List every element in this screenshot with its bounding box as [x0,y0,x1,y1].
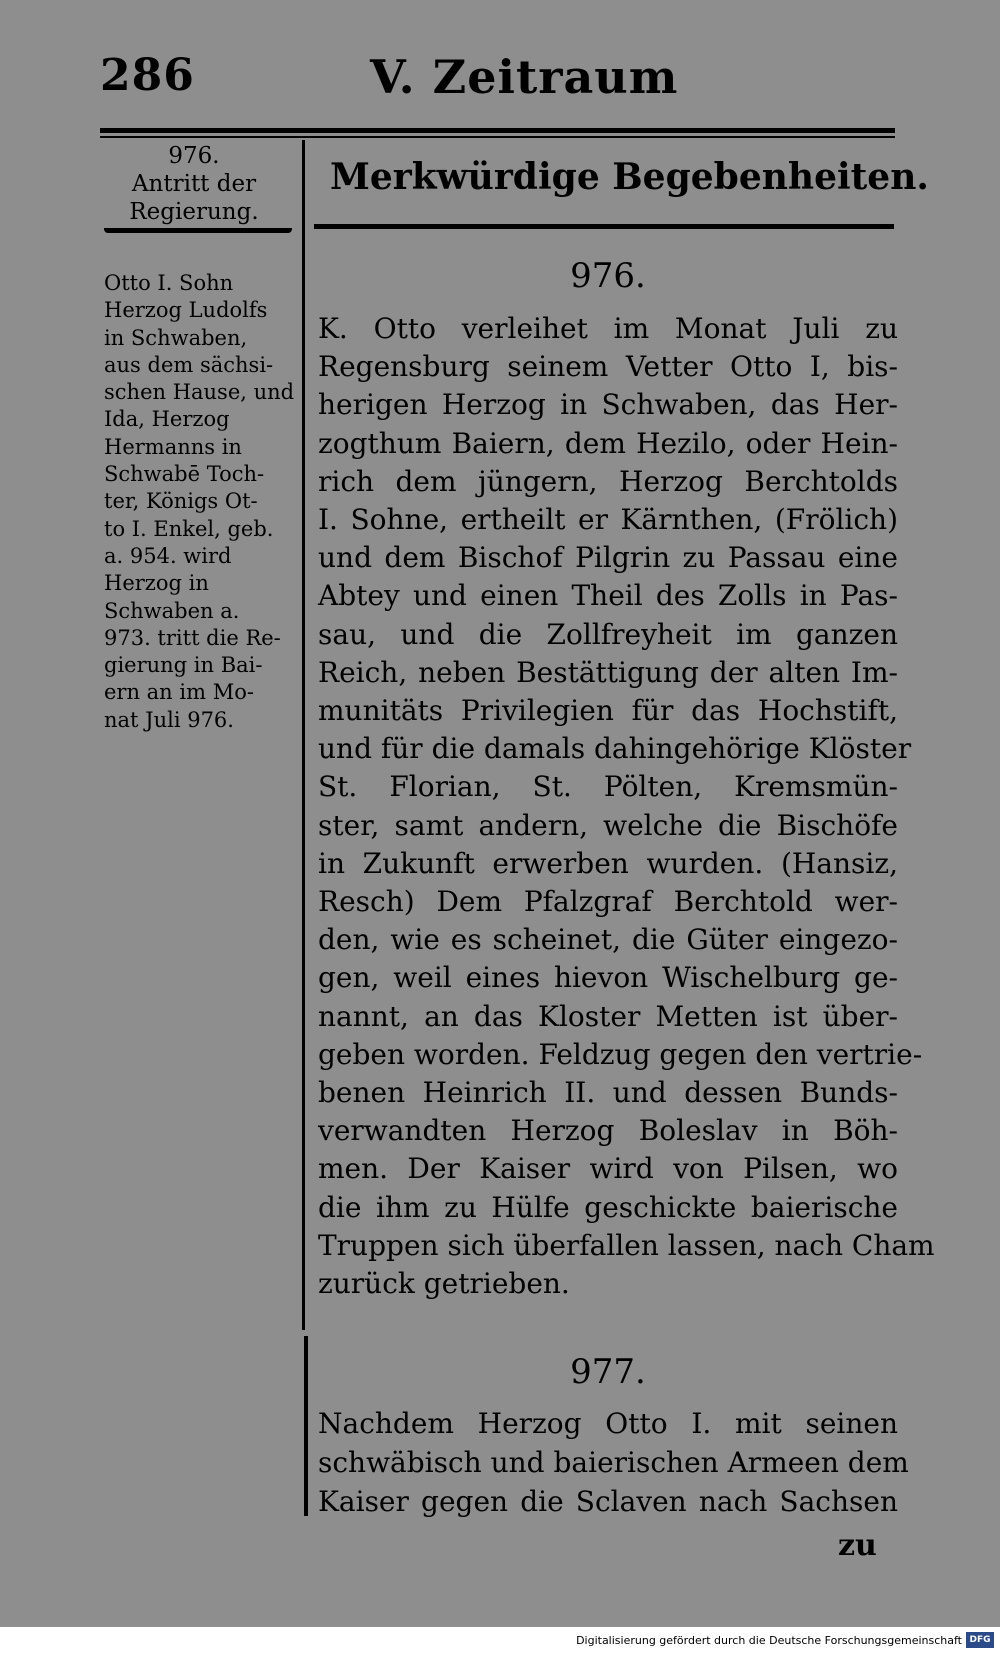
page-number: 286 [100,50,195,101]
year-heading: 977. [570,1352,646,1392]
text-line: den, wie es scheinet, die Güter eingezo- [318,923,898,957]
text-line: Nachdem Herzog Otto I. mit seinen [318,1407,898,1440]
text-line: schwäbisch und baierischen Armeen dem [318,1446,909,1479]
text-line: sau, und die Zollfreyheit im ganzen [318,617,898,651]
text-line: rich dem jüngern, Herzog Berchtolds [318,464,898,498]
main-heading-rule [314,224,894,229]
sidebar-line: 973. tritt die Re- [104,625,281,650]
text-line: gen, weil eines hievon Wischelburg ge- [318,961,898,995]
sidebar-line: in Schwaben, [104,325,248,350]
sidebar-line: nat Juli 976. [104,707,234,732]
text-line: und für die damals dahingehörige Klöster [318,732,912,766]
sidebar-line: Ida, Herzog [104,407,230,432]
sidebar-line: ern an im Mo- [104,680,254,705]
text-line: zogthum Baiern, dem Hezilo, oder Hein- [318,426,898,460]
footer-credit: Digitalisierung gefördert durch die Deutsche Forschungsgemeinschaft [576,1634,962,1647]
year-heading: 976. [570,256,646,296]
text-line: Resch) Dem Pfalzgraf Berchtold wer- [318,885,898,919]
text-line: St. Florian, St. Pölten, Kremsmün- [318,770,898,804]
footer [0,1627,1000,1656]
text-line: in Zukunft erwerben wurden. (Hansiz, [318,846,898,880]
sidebar-line: gierung in Bai- [104,653,263,678]
paragraph [318,1404,909,1521]
text-line: und dem Bischof Pilgrin zu Passau eine [318,541,898,575]
sidebar-heading-line: 976. [168,143,220,169]
paragraph [318,310,935,1303]
text-line: zurück getrieben. [318,1267,570,1301]
header-rule [100,128,895,133]
text-line: herigen Herzog in Schwaben, das Her- [318,388,898,422]
text-line: men. Der Kaiser wird von Pilsen, wo [318,1152,898,1186]
sidebar-heading-line: Regierung. [129,199,259,225]
text-line: Truppen sich überfallen lassen, nach Cham [318,1228,935,1262]
running-title: V. Zeitraum [370,50,679,104]
sidebar-line: a. 954. wird [104,543,232,568]
catchword: zu [838,1528,877,1563]
sidebar-line: ter, Königs Ot- [104,489,258,514]
column-divider-lower [304,1336,308,1516]
sidebar-heading-rule [104,228,292,233]
sidebar-line: aus dem sächsi- [104,352,274,377]
sidebar-note [104,270,300,734]
text-line: I. Sohne, ertheilt er Kärnthen, (Frölich) [318,503,898,537]
text-line: Regensburg seinem Vetter Otto I, bis- [318,350,898,384]
sidebar-heading [104,142,284,226]
text-line: die ihm zu Hülfe geschickte baierische [318,1190,898,1224]
text-line: Kaiser gegen die Sclaven nach Sachsen [318,1485,898,1518]
text-line: ster, samt andern, welche die Bischöfe [318,808,898,842]
sidebar-line: Schwabē Toch- [104,462,265,487]
text-line: munitäts Privilegien für das Hochstift, [318,694,898,728]
sidebar-line: Schwaben a. [104,598,240,623]
sidebar-line: Herzog Ludolfs [104,298,268,323]
text-line: K. Otto verleihet im Monat Juli zu [318,312,898,345]
text-line: Abtey und einen Theil des Zolls in Pas- [318,579,898,613]
page-header [0,42,1000,112]
sidebar-line: Hermanns in [104,434,242,459]
sidebar-heading-line: Antritt der [131,171,257,197]
column-divider [302,140,305,1330]
header-rule-thin [100,136,895,138]
sidebar-line: Otto I. Sohn [104,271,234,295]
main-heading: Merkwürdige Begebenheiten. [330,156,929,198]
text-line: verwandten Herzog Boleslav in Böh- [318,1114,898,1148]
text-line: geben worden. Feldzug gegen den vertrie- [318,1037,923,1071]
text-line: benen Heinrich II. und dessen Bunds- [318,1076,898,1110]
sidebar-line: Herzog in [104,571,209,596]
text-line: Reich, neben Bestättigung der alten Im- [318,655,898,689]
sidebar-line: schen Hause, und [104,380,295,405]
dfg-logo-icon: DFG [966,1632,994,1648]
text-line: nannt, an das Kloster Metten ist über- [318,999,898,1033]
sidebar-line: to I. Enkel, geb. [104,516,274,541]
